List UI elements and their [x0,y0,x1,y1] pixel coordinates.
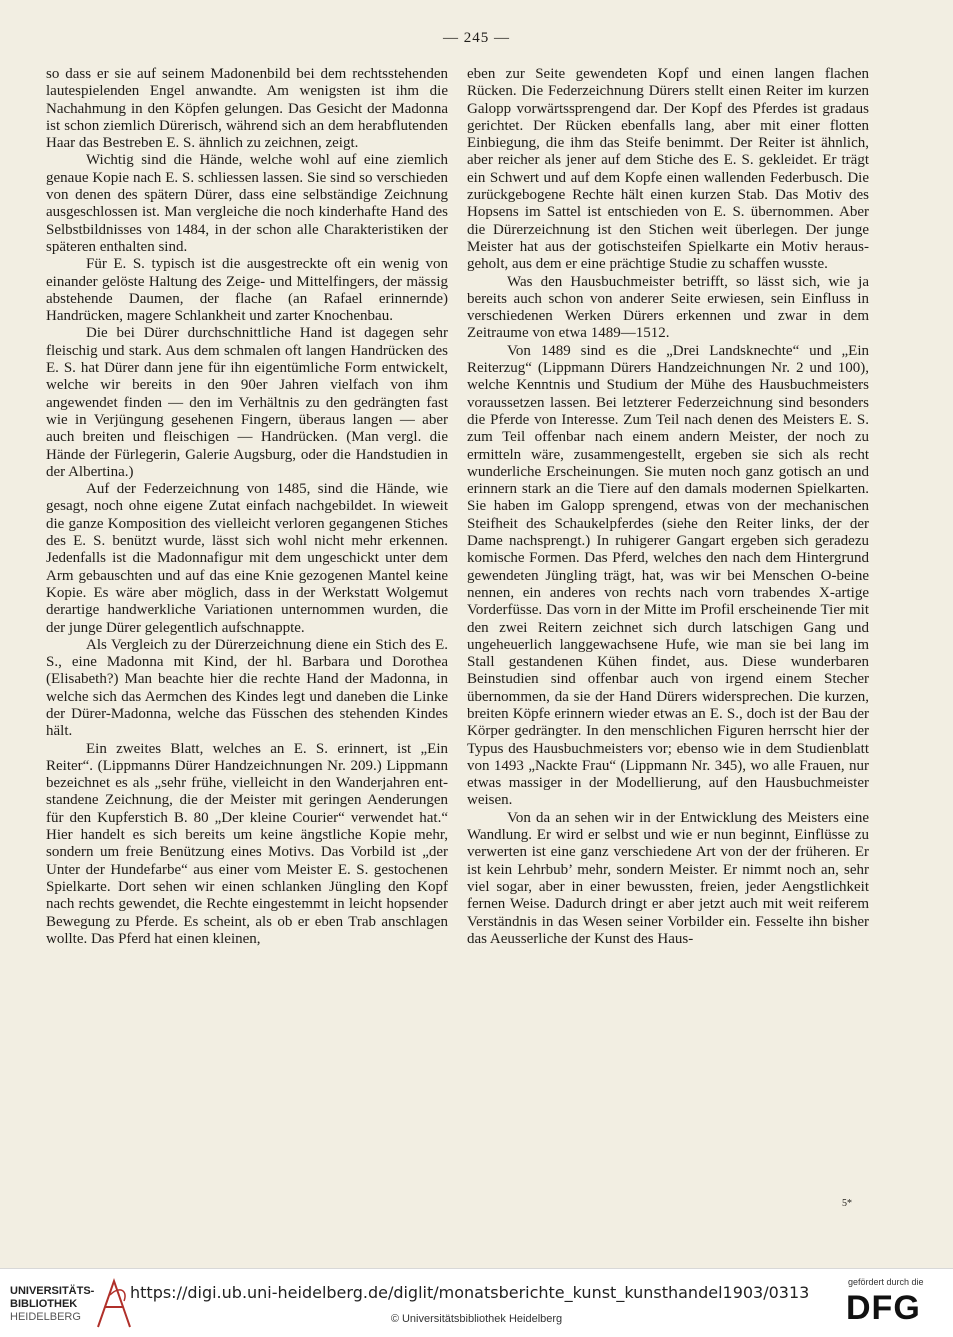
footer-bar [0,1268,953,1337]
paragraph: Von da an sehen wir in der Entwicklung des Meisters eine Wandlung. Er wird er selbst und wie er nun beginnt, Einflüsse zu verwerten ist eine ganz verschiedene Art von der der früheren. Er ist kein Lehrbub’ mehr, sondern Meister. Er nimmt noch an, sehr viel sogar, aber in einer bewussten, freien, jeder Aengstlichkeit fernen Weise. Dadurch dringt er aber jetzt auch mit weit reiferem Verständnis in das Wesen seiner Vorbilder ein. Fesselte ihn bisher das Aeusserliche der Kunst des Haus- [467,809,869,947]
paragraph: Von 1489 sind es die „Drei Landsknechte“ und „Ein Reiterzug“ (Lippmann Dürers Handzeichnungen Nr. 2 und 100), welche Kenntnis und Studium der Mühe des Hausbuchmeisters voraussetzen lassen. Bei letzterer Federzeichnung sind besonders die Pferde von Interesse. Zum Teil nach denen des Meisters E. S. zum Teil offenbar nach einem andern Meister, der noch zu ermitteln wäre, zusammengestellt, ergeben sie sich als recht wunderliche Erscheinungen. Sie muten noch ganz gotisch an und erinnern stark an die Tiere auf den damals modernen Spielkarten. Sie haben im Galopp sprengend, etwas von der mechanischen Steifheit des Schaukelpferdes (siehe den Reiter links, der der Dame nachsprengt.) In ruhigerer Gangart ergeben sich geradezu komische Formen. Das Pferd, welches den nach dem Hintergrund gewendeten Jüngling trägt, hat, was wir bei Menschen O-beine nennen, ein anderes von rechts nach vorn trabendes X-artige Vorderfüsse. Das vorn in der Mitte im Profil erscheinende Tier mit den zwei Reitern zeichnet sich durch latschigen Gang und ungeheuerlich langgewachsene Hufe, wie man sie bei lang im Stall gestandenen Kühen findet, aus. Diese wunderbaren Beinstudien sind offenbar auch von irgend einem Stecher übernommen, da sie der Hand Dürers widersprechen. Die kurzen, breiten Köpfe erinnern wieder etwas an E. S., doch ist der Bau der Körper gedrängter. In den menschlichen Figuren herrscht hier der Typus des Hausbuchmeisters vor; ebenso wie in dem Studienblatt von 1493 „Nackte Frau“ (Lippmann Nr. 345), wo alle Frauen, nur etwas massiger in der Modellierung, auf den Hausbuchmeister weisen. [467,342,869,809]
paragraph: Auf der Federzeichnung von 1485, sind die Hände, wie gesagt, noch ohne eigene Zutat einfach nachgebildet. In wieweit die ganze Komposition des vielleicht verloren gegangenen Stiches des E. S. benützt wurde, lässt sich wohl nicht mehr erkennen. Jedenfalls ist die Madonnafigur mit dem ungeschickt unter dem Arm gebauschten und auf das eine Knie gezogenen Mantel keine Kopie. Es wäre aber möglich, dass in der Werkstatt Wolgemut derartige handwerkliche Variationen unternommen wurden, die der junge Dürer gelegentlich aufschnappte. [46,481,448,636]
paragraph: Wichtig sind die Hände, welche wohl auf eine ziemlich genaue Kopie nach E. S. schliessen lassen. Sie sind so verschieden von denen des spätern Dürer, dass eine selbständige Zeichnung ausgeschlossen ist. Man vergleiche die noch kinderhafte Hand des Selbstbildnisses von 1484, in der schon alle Charakteristiken der späteren enthalten sind. [46,152,448,255]
left-column [46,66,448,948]
paragraph: Was den Hausbuchmeister betrifft, so lässt sich, wie ja bereits auch schon von anderer Seite erwiesen, sein Einfluss in verschiedenen Werken Dürers erkennen und zwar in dem Zeitraume von etwa 1489—1512. [467,273,869,342]
page-number: — 245 — [443,30,510,46]
permalink-url[interactable]: https://digi.ub.uni-heidelberg.de/diglit/monatsberichte_kunst_kunsthandel1903/0313 [130,1283,810,1302]
paragraph: Als Vergleich zu der Dürerzeichnung diene ein Stich des E. S., eine Madonna mit Kind, der hl. Barbara und Dorothea (Elisabeth?) Man beachte hier die rechte Hand der Madonna, in welche sich das Aermchen des Kindes legt und daneben die Linke der Dürer-Madonna, welche das Füsschen des stehenden Kindes hält. [46,636,448,740]
library-name-line: HEIDELBERG [10,1311,81,1323]
paragraph: Ein zweites Blatt, welches an E. S. erinnert, ist „Ein Reiter“. (Lippmanns Dürer Handzeichnungen Nr. 209.) Lippmann bezeichnet es als „sehr frühe, vielleicht in den Wanderjahren entstandene Zeichnung, die der Meister mit geringen Aenderungen für den Kupferstich B. 80 „Der kleine Courier“ verwendet hat.“ Hier handelt es sich bereits um keine ängstliche Kopie mehr, sondern um freie Benützung eines Motivs. Das Vorbild ist „der Unter der Hundefarbe“ aus einer vom Meister E. S. gestochenen Spielkarte. Dort sehen wir einen schlanken Jüngling den Kopf nach rechts gewendet, die Rechte eingestemmt in leicht hopsender Bewegung zu Pferde. Es scheint, als ob er eben Trab anschlagen wollte. Das Pferd hat einen kleinen, [46,740,448,947]
funding-label: gefördert durch die [848,1277,924,1287]
paragraph: so dass er sie auf seinem Madonenbild bei dem rechtsstehenden lautespielenden Engel anwandte. Am wenigsten ist ihm die Nachahmung in den Köpfen gelungen. Das Gesicht der Madonna ist schon ziemlich Dürerisch, während sich an dem herabflutenden Haar das Bestreben E. S. ähnlich zu zeichnen, zeigt. [46,66,448,152]
dfg-logo: DFG [846,1289,921,1327]
library-name-line: BIBLIOTHEK [10,1298,78,1310]
paragraph: Für E. S. typisch ist die ausgestreckte oft ein wenig von einander gelöste Haltung des Zeige- und Mittelfingers, der mässig abstehende Daumen, der flache (an Rafael erinnernde) Handrücken, magere Schlankheit und zarter Knochenbau. [46,256,448,325]
right-column [467,66,869,948]
signature-mark: 5* [842,1198,852,1209]
paragraph: eben zur Seite gewendeten Kopf und einen langen flachen Rücken. Die Federzeichnung Dürers stellt einen Reiter im kurzen Galopp vorwärtssprengend dar. Der Kopf des Pferdes ist gradaus gerichtet. Der Rücken ebenfalls lang, aber mit einer flotten Einbiegung, die ihm das Steife benimmt. Der Reiter ist ähnlich, aber reicher als jener auf dem Stiche des E. S. gekleidet. Er trägt ein Schwert und auf dem Kopfe einen wallenden Federbusch. Die zurückgebogene Rechte hält einen kurzen Stab. Das Motiv des Hopsens im Sattel ist entschieden von E. S. übernommen. Aber die Dürerzeichnung ist den Stichen weit überlegen. Der junge Meister hat aus der gotischsteifen Spielkarte ein Motiv herausgeholt, aus dem er eine prächtige Studie zu schaffen wusste. [467,66,869,273]
copyright-notice: © Universitätsbibliothek Heidelberg [390,1313,563,1325]
library-name-line: UNIVERSITÄTS- [10,1285,95,1297]
paragraph: Die bei Dürer durchschnittliche Hand ist dagegen sehr fleischig und stark. Aus dem schmalen oft langen Handrücken des E. S. hat Dürer dann jene für ihn eigentümliche Form entwickelt, welche wir bereits in den 90er Jahren vielfach von ihm angewendet finden — den im Verhältnis zu den gedrängten fast wie in Verjüngung gesehenen Fingern, überaus langen — aber auch breiten und fleischigen — Handrücken. (Man vergl. die Hände der Fürlegerin, Galerie Augsburg, oder die Handstudien in der Albertina.) [46,325,448,480]
